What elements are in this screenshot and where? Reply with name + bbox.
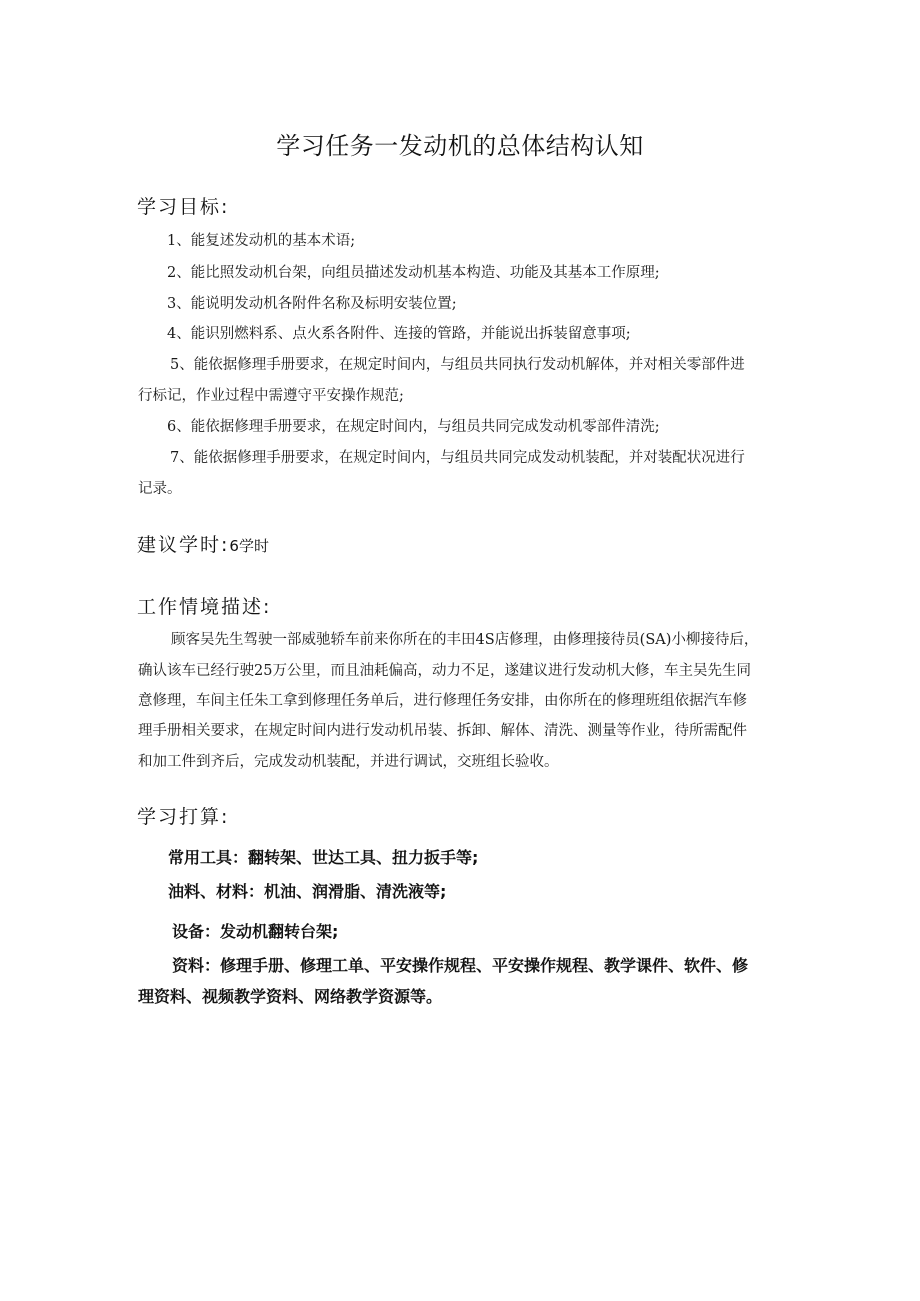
plan-line-equipment: 设备：发动机翻转台架; <box>172 922 339 941</box>
plan-line-resources-cont: 理资料、视频教学资料、网络教学资源等。 <box>138 987 443 1006</box>
objective-line: 行标记，作业过程中需遵守平安操作规范; <box>138 388 404 404</box>
hours-heading: 建议学时: <box>137 534 230 556</box>
objective-line: 4、能识别燃料系、点火系各附件、连接的管路，并能说出拆装留意事项; <box>167 326 631 342</box>
scenario-line: 和加工件到齐后，完成发动机装配，并进行调试，交班组长验收。 <box>138 754 559 770</box>
objective-line: 3、能说明发动机各附件名称及标明安装位置; <box>167 296 457 312</box>
plan-line-materials: 油料、材料：机油、润滑脂、清洗液等; <box>168 882 447 901</box>
objective-line: 2、能比照发动机台架，向组员描述发动机基本构造、功能及其基本工作原理; <box>167 265 660 281</box>
plan-line-resources: 资料：修理手册、修理工单、平安操作规程、平安操作规程、教学课件、软件、修 <box>172 956 749 975</box>
objective-line: 7、能依据修理手册要求，在规定时间内，与组员共同完成发动机装配，并对装配状况进行 <box>170 450 745 466</box>
page-title: 学习任务一发动机的总体结构认知 <box>276 132 644 160</box>
plan-heading: 学习打算: <box>137 806 230 828</box>
objective-line: 6、能依据修理手册要求，在规定时间内，与组员共同完成发动机零部件清洗; <box>167 419 660 435</box>
plan-line-tools: 常用工具：翻转架、世达工具、扭力扳手等; <box>168 848 479 867</box>
objectives-heading: 学习目标: <box>137 196 230 218</box>
scenario-heading: 工作情境描述: <box>137 596 272 618</box>
scenario-line: 理手册相关要求，在规定时间内进行发动机吊装、拆卸、解体、清洗、测量等作业，待所需配件 <box>138 723 747 739</box>
hours-value: 6学时 <box>229 537 269 555</box>
scenario-line: 顾客吴先生驾驶一部威驰轿车前来你所在的丰田4S店修理，由修理接待员(SA)小柳接待后， <box>171 632 759 648</box>
objective-line: 记录。 <box>138 481 182 497</box>
objective-line: 1、能复述发动机的基本术语; <box>167 233 356 249</box>
hours-heading-row <box>137 531 269 560</box>
objective-line: 5、能依据修理手册要求，在规定时间内，与组员共同执行发动机解体，并对相关零部件进 <box>170 357 745 373</box>
scenario-line: 意修理，车间主任朱工拿到修理任务单后，进行修理任务安排，由你所在的修理班组依据汽车修 <box>138 693 747 709</box>
scenario-line: 确认该车已经行驶25万公里，而且油耗偏高，动力不足，遂建议进行发动机大修，车主吴先生同 <box>138 663 751 679</box>
